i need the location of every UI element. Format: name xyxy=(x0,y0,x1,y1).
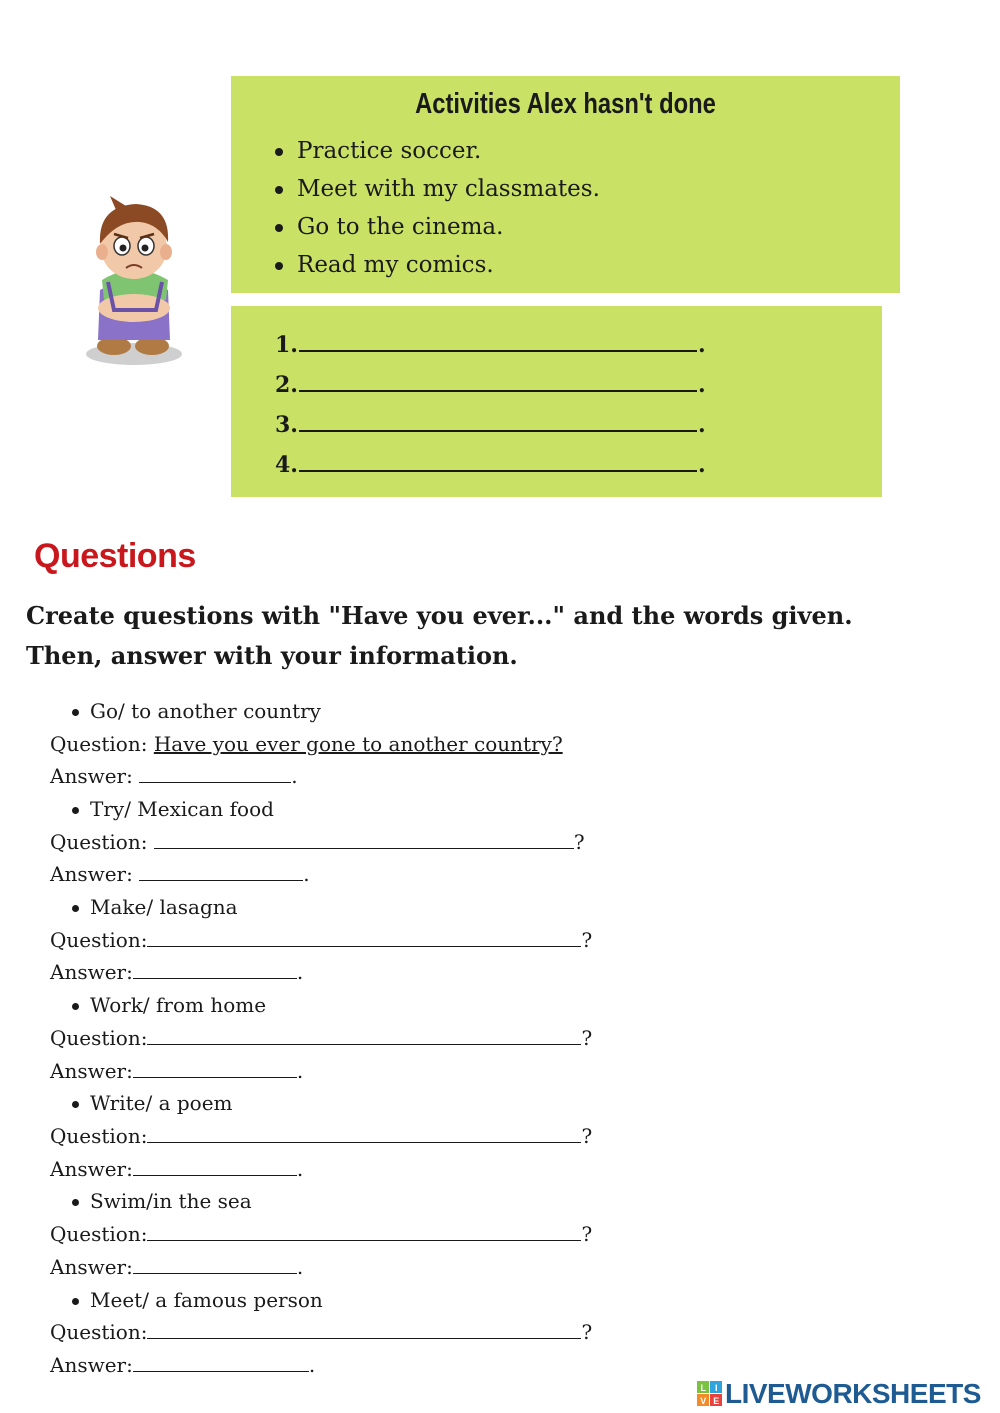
activity-item: Practice soccer. xyxy=(271,132,600,170)
logo-letter-l: L xyxy=(700,1383,706,1393)
liveworksheets-logo[interactable] xyxy=(697,1378,981,1410)
instructions-text: Create questions with "Have you ever..." and the words given. Then, answer with your information. xyxy=(26,601,853,670)
row-end: . xyxy=(697,332,706,358)
exercise-prompt-6: Swim/in the sea xyxy=(72,1189,252,1213)
row-end: . xyxy=(697,452,706,478)
activities-list xyxy=(271,132,600,284)
answer-line-4: Answer: . xyxy=(50,1059,304,1083)
sad-boy-illustration xyxy=(78,190,190,370)
answer-line-6: Answer: . xyxy=(50,1255,304,1279)
example-question: Have you ever gone to another country? xyxy=(153,732,563,756)
question-line-6: Question: ? xyxy=(50,1222,593,1246)
row-number: 2. xyxy=(275,372,298,398)
answer-blank-1[interactable] xyxy=(299,332,697,352)
answer-label: Answer: xyxy=(50,1157,133,1181)
answer-row-4 xyxy=(275,452,706,478)
exercise-prompt-7: Meet/ a famous person xyxy=(72,1288,323,1312)
activities-title: Activities Alex hasn't done xyxy=(415,88,716,120)
answer-lines-box xyxy=(231,306,882,497)
question-line-1 xyxy=(50,732,563,756)
answer-line-5: Answer: . xyxy=(50,1157,304,1181)
answer-blank[interactable] xyxy=(133,1159,297,1176)
question-label: Question: xyxy=(50,732,148,756)
question-label: Question: xyxy=(50,1124,148,1148)
answer-blank[interactable] xyxy=(133,1355,309,1372)
answer-line-2: Answer: . xyxy=(50,862,310,886)
exercise-prompt-5: Write/ a poem xyxy=(72,1091,233,1115)
answer-label: Answer: xyxy=(50,1059,133,1083)
question-line-3: Question: ? xyxy=(50,928,593,952)
row-number: 1. xyxy=(275,332,298,358)
answer-label: Answer: xyxy=(50,960,133,984)
row-end: . xyxy=(697,412,706,438)
question-line-7: Question: ? xyxy=(50,1320,593,1344)
answer-blank[interactable] xyxy=(139,864,303,881)
question-label: Question: xyxy=(50,928,148,952)
answer-row-3 xyxy=(275,412,706,438)
question-label: Question: xyxy=(50,1320,148,1344)
answer-label: Answer: xyxy=(50,1255,133,1279)
questions-heading: Questions xyxy=(34,537,196,575)
answer-blank[interactable] xyxy=(133,962,297,979)
logo-letter-i: I xyxy=(714,1383,718,1393)
answer-row-1 xyxy=(275,332,706,358)
question-line-4: Question: ? xyxy=(50,1026,593,1050)
brand-text: LIVEWORKSHEETS xyxy=(725,1378,981,1409)
question-blank[interactable] xyxy=(147,930,581,947)
answer-label: Answer: xyxy=(50,1353,133,1377)
row-number: 4. xyxy=(275,452,298,478)
answer-row-2 xyxy=(275,372,706,398)
row-number: 3. xyxy=(275,412,298,438)
activity-item: Go to the cinema. xyxy=(271,208,600,246)
question-blank[interactable] xyxy=(147,1224,581,1241)
answer-blank-3[interactable] xyxy=(299,412,697,432)
answer-line-1: Answer: . xyxy=(50,764,298,788)
question-blank[interactable] xyxy=(147,1028,581,1045)
answer-line-7: Answer: . xyxy=(50,1353,316,1377)
answer-blank[interactable] xyxy=(139,766,291,783)
logo-letter-v: V xyxy=(700,1396,706,1406)
answer-blank-2[interactable] xyxy=(299,372,697,392)
exercise-prompt-1: Go/ to another country xyxy=(72,699,321,723)
question-line-2: Question: ? xyxy=(50,830,585,854)
activities-box xyxy=(231,76,900,293)
exercise-prompt-3: Make/ lasagna xyxy=(72,895,238,919)
answer-blank[interactable] xyxy=(133,1061,297,1078)
question-blank[interactable] xyxy=(147,1322,581,1339)
answer-line-3: Answer: . xyxy=(50,960,304,984)
question-line-5: Question: ? xyxy=(50,1124,593,1148)
row-end: . xyxy=(697,372,706,398)
question-label: Question: xyxy=(50,830,148,854)
exercise-prompt-2: Try/ Mexican food xyxy=(72,797,274,821)
answer-label: Answer: xyxy=(50,862,133,886)
activity-item: Read my comics. xyxy=(271,246,600,284)
activity-item: Meet with my classmates. xyxy=(271,170,600,208)
question-blank[interactable] xyxy=(154,832,574,849)
question-label: Question: xyxy=(50,1026,148,1050)
answer-label: Answer: xyxy=(50,764,133,788)
question-label: Question: xyxy=(50,1222,148,1246)
answer-blank[interactable] xyxy=(133,1257,297,1274)
liveworksheets-icon xyxy=(697,1381,723,1407)
exercise-prompt-4: Work/ from home xyxy=(72,993,266,1017)
logo-letter-e: E xyxy=(713,1396,719,1406)
answer-blank-4[interactable] xyxy=(299,452,697,472)
question-blank[interactable] xyxy=(147,1126,581,1143)
